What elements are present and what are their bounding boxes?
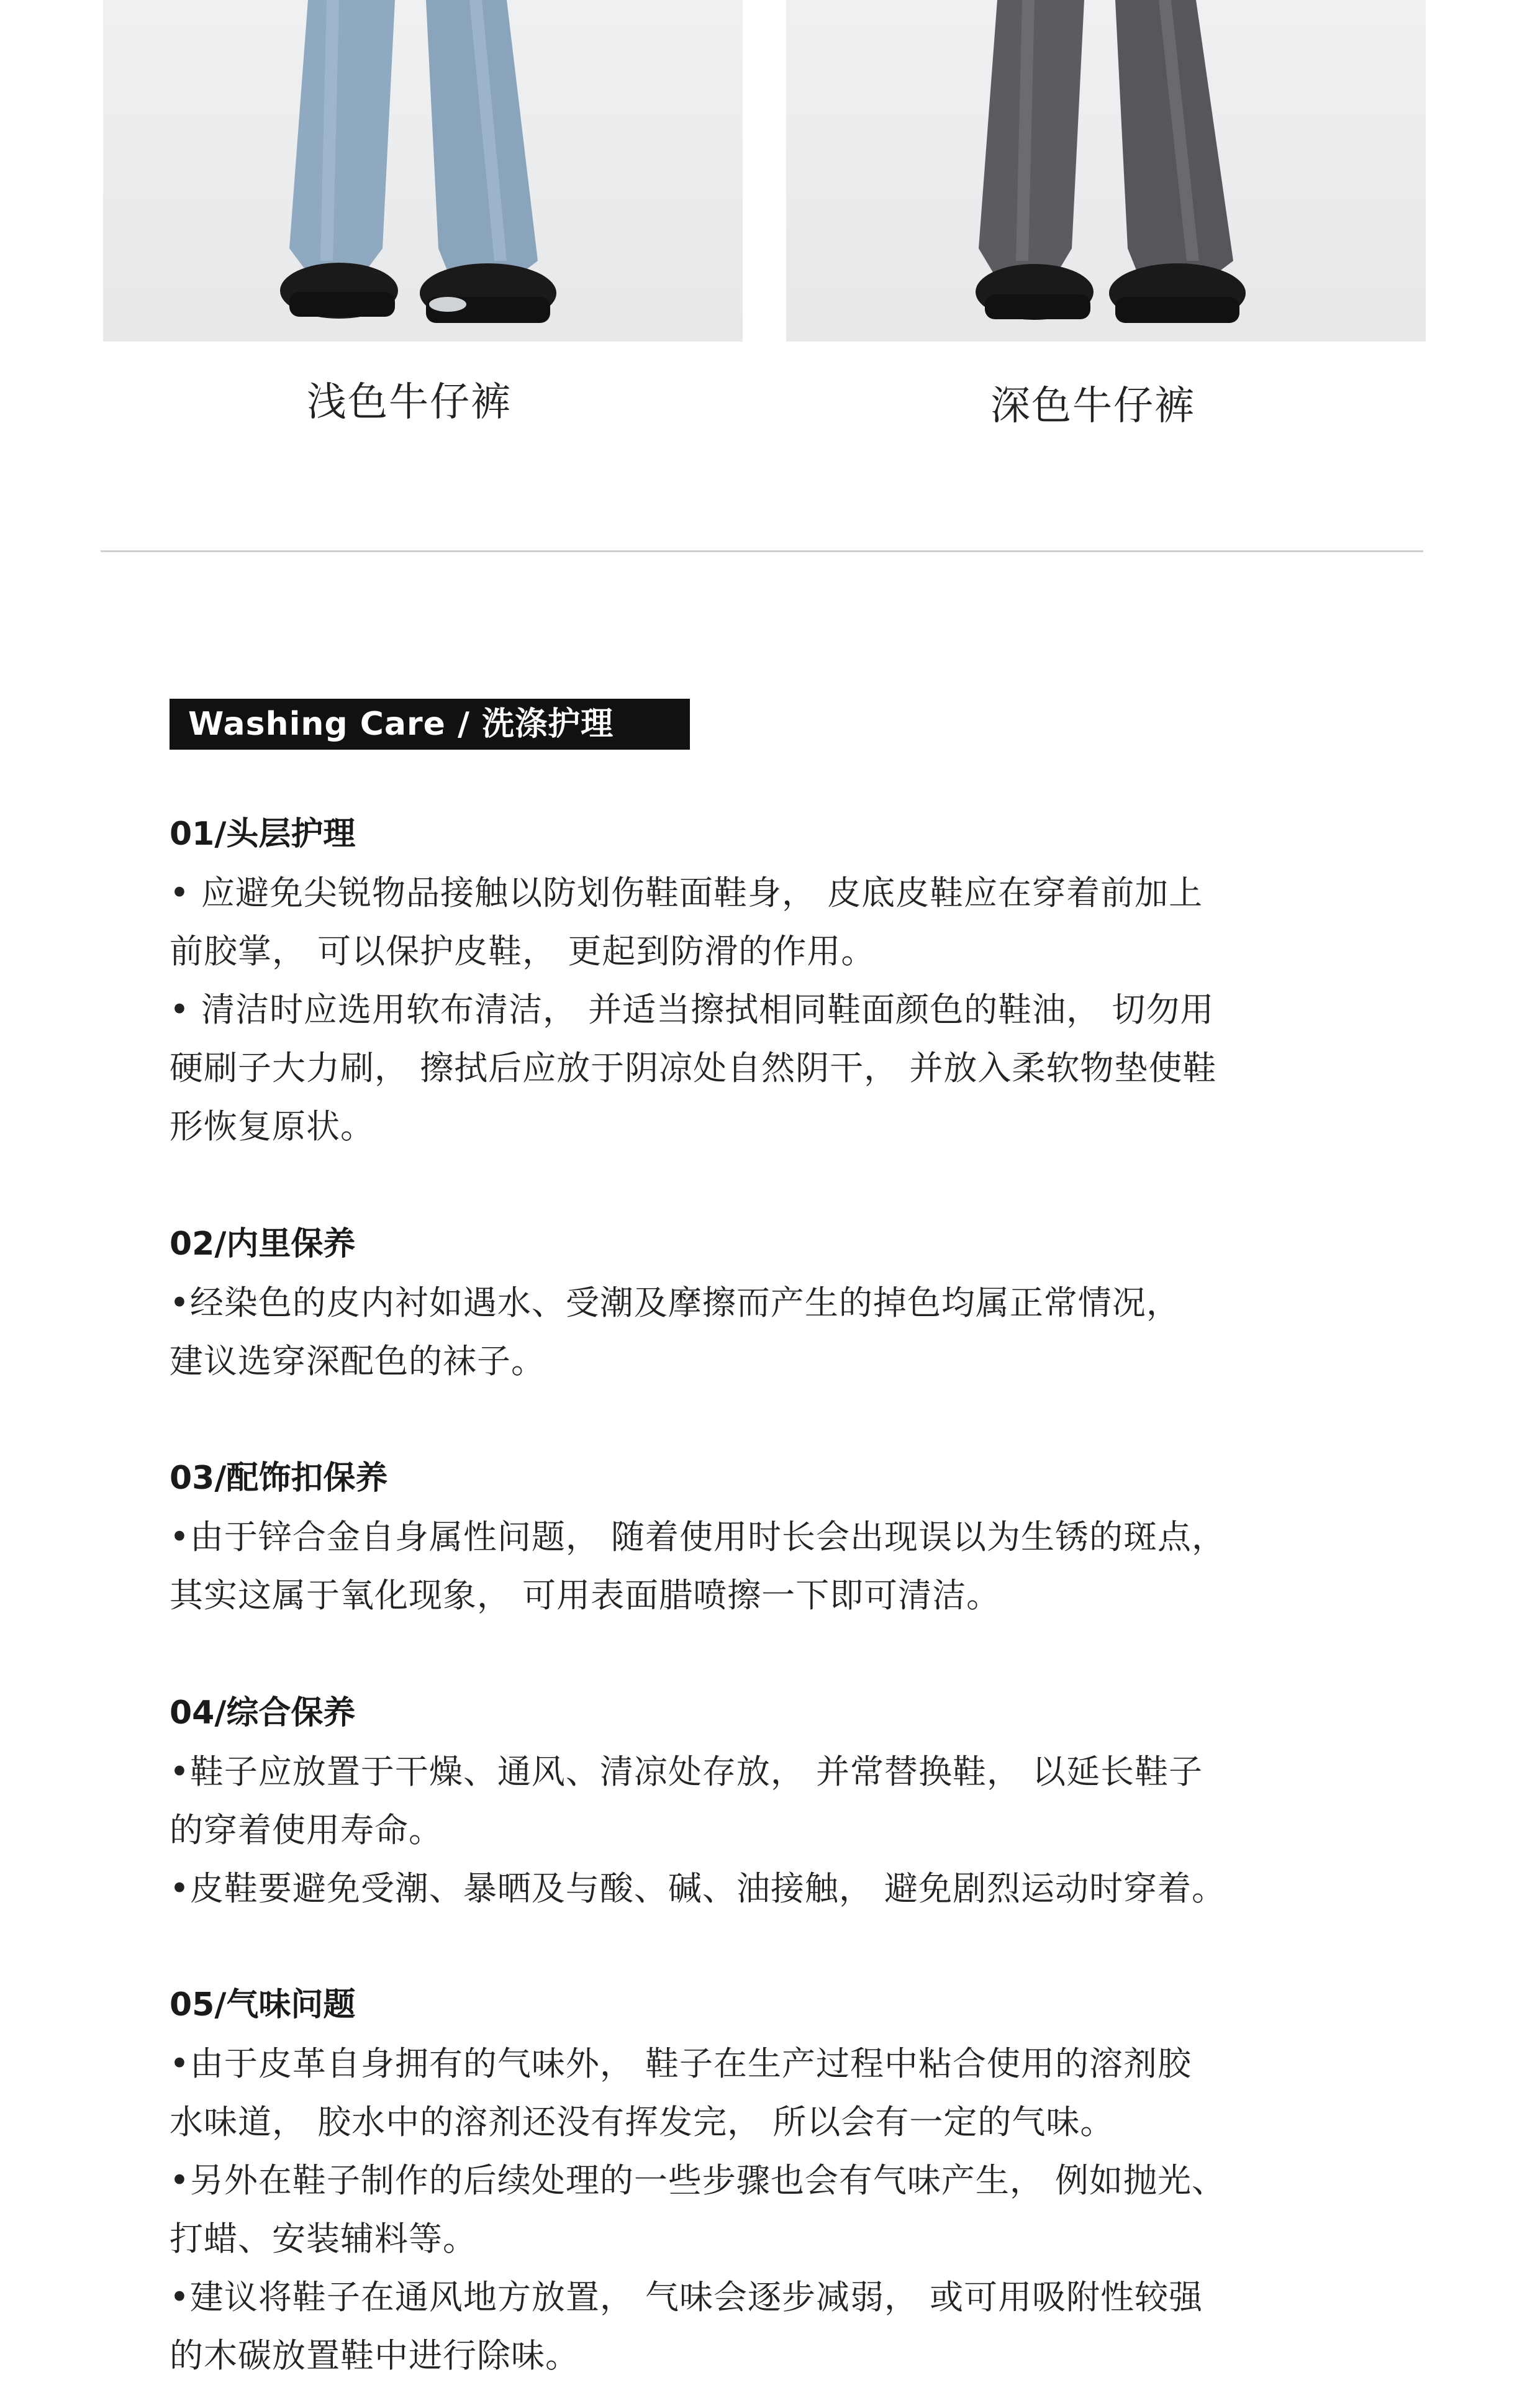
washing-care-heading: Washing Care / 洗涤护理 (170, 699, 690, 750)
section-line: • 应避免尖锐物品接触以防划伤鞋面鞋身， 皮底皮鞋应在穿着前加上 (170, 873, 1203, 912)
section-line: •皮鞋要避免受潮、暴晒及与酸、碱、油接触， 避免剧烈运动时穿着。 (170, 1869, 1226, 1908)
section-line: •经染色的皮内衬如遇水、受潮及摩擦而产生的掉色均属正常情况， (170, 1283, 1180, 1322)
section-line: •由于皮革自身拥有的气味外， 鞋子在生产过程中粘合使用的溶剂胶 (170, 2044, 1192, 2083)
dark-jeans-illustration (786, 0, 1426, 342)
light-jeans-photo (103, 0, 743, 342)
section-divider (101, 550, 1423, 552)
care-section-05 (170, 1975, 1405, 2385)
section-line: •鞋子应放置于干燥、通风、清凉处存放， 并常替换鞋， 以延长鞋子 (170, 1752, 1203, 1791)
section-title: 02/内里保养 (170, 1225, 356, 1263)
section-line: 的穿着使用寿命。 (170, 1810, 443, 1850)
care-section-02 (170, 1214, 1405, 1391)
section-title: 03/配饰扣保养 (170, 1460, 388, 1497)
section-line: •由于锌合金自身属性问题， 随着使用时长会出现误以为生锈的斑点， (170, 1517, 1226, 1556)
section-line: • 清洁时应选用软布清洁， 并适当擦拭相同鞋面颜色的鞋油， 切勿用 (170, 990, 1215, 1029)
section-line: 水味道， 胶水中的溶剂还没有挥发完， 所以会有一定的气味。 (170, 2102, 1115, 2142)
light-jeans-caption: 浅色牛仔裤 (307, 379, 512, 425)
section-line: 硬刷子大力刷， 擦拭后应放于阴凉处自然阴干， 并放入柔软物垫使鞋 (170, 1048, 1217, 1088)
care-section-01 (170, 804, 1405, 1156)
section-title: 04/综合保养 (170, 1694, 356, 1732)
section-line: 打蜡、安装辅料等。 (170, 2219, 477, 2258)
section-line: 建议选穿深配色的袜子。 (170, 1342, 545, 1381)
section-line: 形恢复原状。 (170, 1107, 374, 1146)
section-title: 05/气味问题 (170, 1986, 356, 2024)
care-section-04 (170, 1683, 1405, 1918)
dark-jeans-caption: 深色牛仔裤 (990, 383, 1195, 429)
section-line: 的木碳放置鞋中进行除味。 (170, 2336, 579, 2375)
care-section-03 (170, 1448, 1405, 1625)
section-line: 其实这属于氧化现象， 可用表面腊喷擦一下即可清洁。 (170, 1576, 1001, 1615)
dark-jeans-photo (786, 0, 1426, 342)
section-line: •另外在鞋子制作的后续处理的一些步骤也会有气味产生， 例如抛光、 (170, 2161, 1226, 2200)
section-title: 01/头层护理 (170, 815, 356, 853)
light-jeans-illustration (103, 0, 743, 342)
section-line: 前胶掌， 可以保护皮鞋， 更起到防滑的作用。 (170, 932, 876, 971)
section-line: •建议将鞋子在通风地方放置， 气味会逐步减弱， 或可用吸附性较强 (170, 2278, 1203, 2317)
